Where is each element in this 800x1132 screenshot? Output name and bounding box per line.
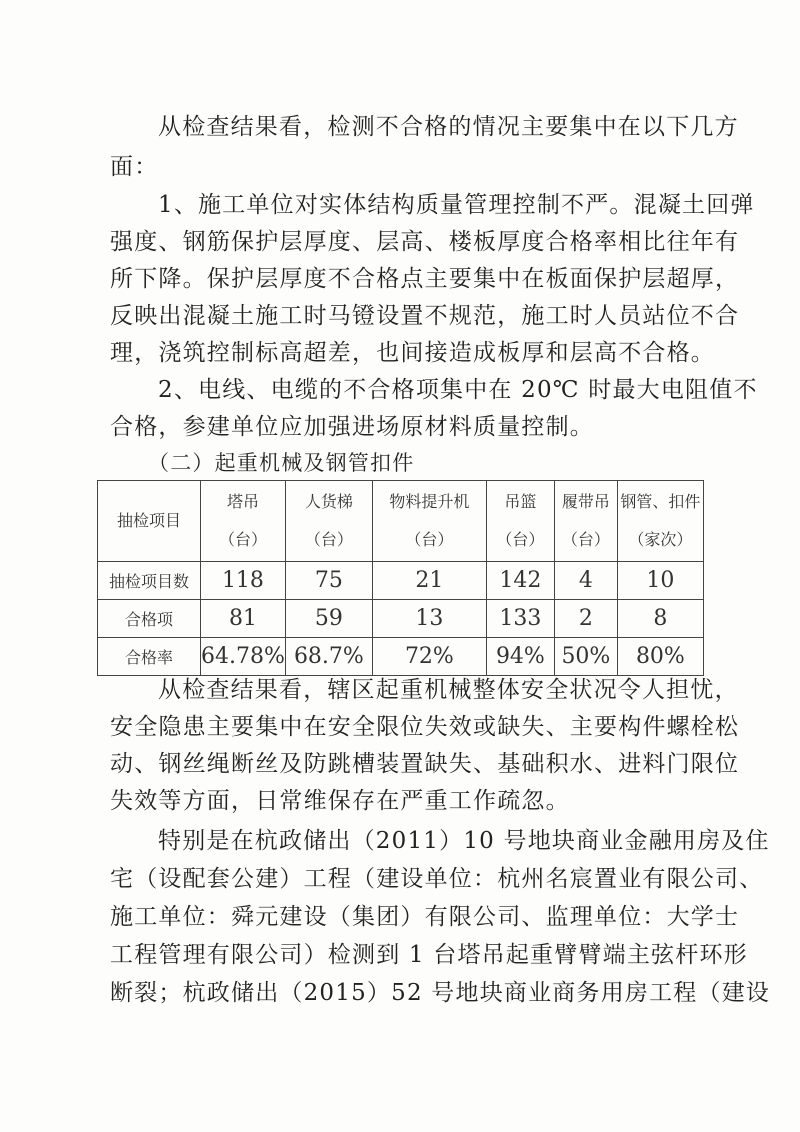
text-line: 动、钢丝绳断丝及防跳槽装置缺失、基础积水、进料门限位: [110, 751, 740, 777]
table-cell: 50%: [554, 638, 617, 676]
column-name: 物料提升机: [389, 492, 470, 511]
text-line: 施工单位：舜元建设（集团）有限公司、监理单位：大学士: [110, 904, 740, 930]
row-label: 合格率: [98, 638, 201, 676]
table-cell: 94%: [486, 638, 554, 676]
column-name: 人货梯: [304, 492, 353, 511]
column-header: [486, 481, 554, 562]
column-header: [554, 481, 617, 562]
column-unit: （台）: [405, 530, 454, 549]
text-line: 断裂；杭政储出（2015）52 号地块商业商务用房工程（建设: [110, 980, 771, 1006]
table-cell: 75: [285, 562, 372, 600]
table-cell: 68.7%: [285, 638, 372, 676]
text-line: 强度、钢筋保护层厚度、层高、楼板厚度合格率相比往年有: [110, 229, 740, 255]
text-line: 2、电线、电缆的不合格项集中在 20℃ 时最大电阻值不: [158, 377, 758, 403]
table-cell: 2: [554, 600, 617, 638]
text-line: 特别是在杭政储出（2011）10 号地块商业金融用房及住: [158, 828, 770, 854]
table-cell: 72%: [372, 638, 486, 676]
column-name: 吊篮: [504, 492, 537, 511]
text-line: 理，浇筑控制标高超差，也间接造成板厚和层高不合格。: [110, 340, 715, 366]
column-name: 塔吊: [226, 492, 259, 511]
inspection-table: [97, 480, 704, 676]
column-unit: （台）: [218, 530, 267, 549]
column-unit: （台）: [561, 530, 610, 549]
text-line: 从检查结果看，辖区起重机械整体安全状况令人担忧，: [158, 677, 739, 703]
text-line: 1、施工单位对实体结构质量管理控制不严。混凝土回弹: [158, 192, 755, 218]
column-unit: （家次）: [628, 530, 693, 549]
column-name: 钢管、扣件: [620, 492, 701, 511]
table-corner: 抽检项目: [98, 481, 201, 562]
column-header: [285, 481, 372, 562]
row-label: 抽检项目数: [98, 562, 201, 600]
row-label: 合格项: [98, 600, 201, 638]
text-line: 合格，参建单位应加强进场原材料质量控制。: [110, 414, 594, 440]
text-line: 从检查结果看，检测不合格的情况主要集中在以下几方: [158, 114, 739, 140]
table-row: [98, 638, 704, 676]
table-cell: 59: [285, 600, 372, 638]
text-line: 工程管理有限公司）检测到 1 台塔吊起重臂臂端主弦杆环形: [110, 942, 748, 968]
table-cell: 133: [486, 600, 554, 638]
table-header-row: [98, 481, 704, 562]
table-cell: 80%: [617, 638, 703, 676]
column-unit: （台）: [304, 530, 353, 549]
text-line: 安全隐患主要集中在安全限位失效或缺失、主要构件螺栓松: [110, 714, 740, 740]
text-line: 面：: [110, 154, 159, 180]
table-cell: 118: [201, 562, 286, 600]
column-name: 履带吊: [561, 492, 610, 511]
table-cell: 10: [617, 562, 703, 600]
text-line: 反映出混凝土施工时马镫设置不规范，施工时人员站位不合: [110, 303, 740, 329]
table-cell: 81: [201, 600, 286, 638]
table-cell: 8: [617, 600, 703, 638]
table-cell: 21: [372, 562, 486, 600]
column-unit: （台）: [496, 530, 545, 549]
column-header: [617, 481, 703, 562]
table-row: [98, 600, 704, 638]
text-line: 所下降。保护层厚度不合格点主要集中在板面保护层超厚，: [110, 266, 740, 292]
text-line: 失效等方面，日常维保存在严重工作疏忽。: [110, 788, 570, 814]
column-header: [372, 481, 486, 562]
table-cell: 64.78%: [201, 638, 286, 676]
column-header: [201, 481, 286, 562]
table-cell: 13: [372, 600, 486, 638]
table-row: [98, 562, 704, 600]
table-cell: 142: [486, 562, 554, 600]
table-cell: 4: [554, 562, 617, 600]
text-line: 宅（设配套公建）工程（建设单位：杭州名宸置业有限公司、: [110, 866, 764, 892]
section-heading: （二）起重机械及钢管扣件: [148, 451, 415, 475]
